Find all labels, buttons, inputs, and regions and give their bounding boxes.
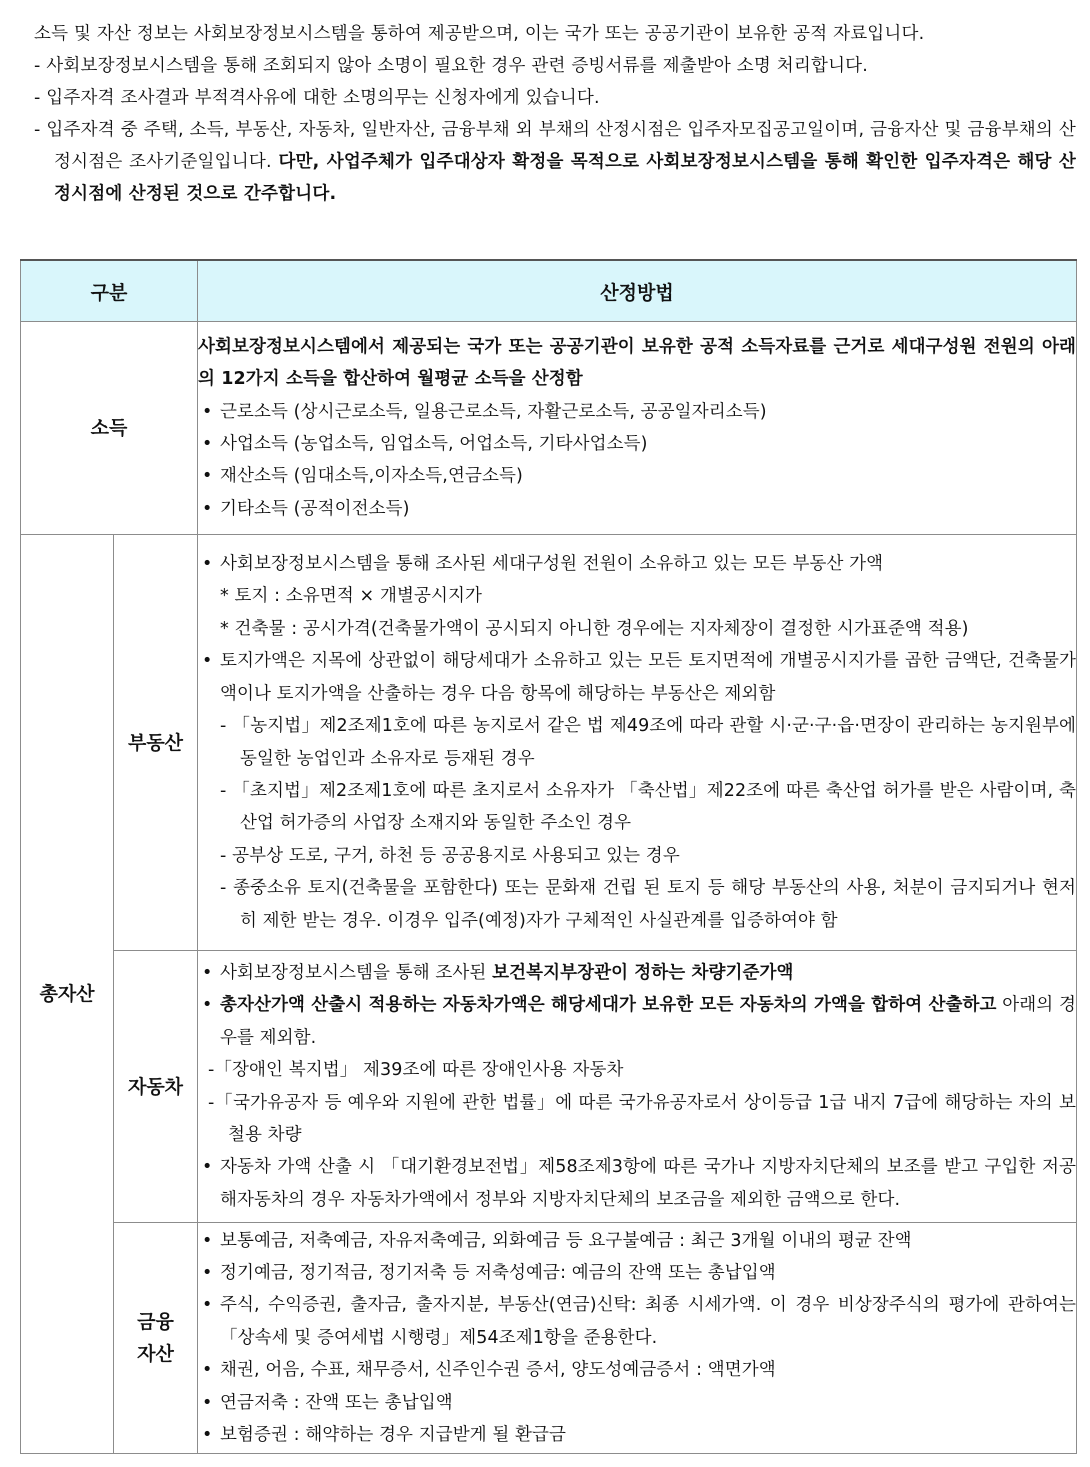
financial-label-line: 금융	[137, 1311, 174, 1333]
intro-notes	[20, 18, 1076, 210]
income-label: 소득	[21, 322, 198, 535]
car-bold-text: 보건복지부장관이 정하는 차량기준가액	[492, 962, 794, 983]
car-bold-text: 총자산가액 산출시 적용하는 자동차가액은 해당세대가 보유한 모든 자동차의 가액을 합하여 산출하고	[220, 995, 997, 1016]
car-label: 자동차	[114, 951, 198, 1223]
intro-paragraph	[20, 114, 1076, 210]
realestate-exclusion: - 종중소유 토지(건축물을 포함한다) 또는 문화재 건립 된 토지 등 해당 부동산의 사용, 처분이 금지되거나 현저히 제한 받는 경우. 이경우 입주(예정)자가 구체적인 사실관계를 입증하여야 함	[220, 878, 1076, 931]
realestate-label: 부동산	[114, 535, 198, 951]
realestate-method	[198, 535, 1077, 951]
financial-item: • 주식, 수익증권, 출자금, 출자지분, 부동산(연금)신탁: 최종 시세가액. 이 경우 비상장주식의 평가에 관하여는「상속세 및 증여세법 시행령」제54조제1항을 준용한다.	[198, 1289, 1076, 1354]
car-exclusion: -「장애인 복지법」 제39조에 따른 장애인사용 자동차	[208, 1060, 624, 1081]
income-item: • 기타소득 (공적이전소득)	[198, 493, 1076, 525]
header-method: 산정방법	[198, 260, 1077, 322]
intro-paragraph: 소득 및 자산 정보는 사회보장정보시스템을 통하여 제공받으며, 이는 국가 또는 공공기관이 보유한 공적 자료입니다.	[34, 24, 925, 44]
realestate-note: * 건축물 : 공시가격(건축물가액이 공시되지 아니한 경우에는 지자체장이 결정한 시가표준액 적용)	[220, 618, 969, 639]
header-category: 구분	[21, 260, 198, 322]
car-bullet	[198, 957, 1076, 989]
realestate-bullet: • 토지가액은 지목에 상관없이 해당세대가 소유하고 있는 모든 토지면적에 개별공시지가를 곱한 금액단, 건축물가액이나 토지가액을 산출하는 경우 다음 항목에 해당하는 부동산은 제외함	[198, 645, 1076, 710]
car-method	[198, 951, 1077, 1223]
realestate-exclusion: - 「농지법」제2조제1호에 따른 농지로서 같은 법 제49조에 따라 관할 시·군·구·읍·면장이 관리하는 농지원부에 동일한 농업인과 소유자로 등재된 경우	[220, 716, 1076, 769]
income-description: 사회보장정보시스템에서 제공되는 국가 또는 공공기관이 보유한 공적 소득자료를 근거로 세대구성원 전원의 아래의 12가지 소득을 합산하여 월평균 소득을 산정함	[198, 336, 1076, 390]
financial-method	[198, 1223, 1077, 1454]
financial-item: • 보통예금, 저축예금, 자유저축예금, 외화예금 등 요구불예금 : 최근 3개월 이내의 평균 잔액	[198, 1225, 1076, 1257]
realestate-row	[21, 535, 1077, 951]
income-item: • 재산소득 (임대소득,이자소득,연금소득)	[198, 460, 1076, 492]
financial-label	[114, 1223, 198, 1454]
car-text: 아래의 경우를 제외함.	[220, 995, 1076, 1048]
realestate-exclusion: - 「초지법」제2조제1호에 따른 초지로서 소유자가 「축산법」제22조에 따른 축산업 허가를 받은 사람이며, 축산업 허가증의 사업장 소재지와 동일한 주소인 경우	[220, 780, 1076, 834]
car-bullet	[198, 989, 1076, 1054]
income-item: • 근로소득 (상시근로소득, 일용근로소득, 자활근로소득, 공공일자리소득)	[198, 396, 1076, 428]
financial-item: • 채권, 어음, 수표, 채무증서, 신주인수권 증서, 양도성예금증서 : 액면가액	[198, 1354, 1076, 1386]
financial-item: • 정기예금, 정기적금, 정기저축 등 저축성예금: 예금의 잔액 또는 총납입액	[198, 1257, 1076, 1289]
total-assets-label: 총자산	[21, 535, 114, 1454]
financial-item: • 보험증권 : 해약하는 경우 지급받게 될 환급금	[198, 1419, 1076, 1451]
car-bullet: • 자동차 가액 산출 시 「대기환경보전법」제58조제3항에 따른 국가나 지방자치단체의 보조를 받고 구입한 저공해자동차의 경우 자동차가액에서 정부와 지방자치단체의 보조금을 제외한 금액으로 한다.	[198, 1151, 1076, 1216]
financial-label-line: 자산	[137, 1343, 174, 1365]
car-row	[21, 951, 1077, 1223]
realestate-note: * 토지 : 소유면적 × 개별공시지가	[220, 586, 482, 607]
financial-item: • 연금저축 : 잔액 또는 총납입액	[198, 1387, 1076, 1419]
asset-calculation-table	[20, 259, 1077, 1454]
realestate-exclusion: - 공부상 도로, 구거, 하천 등 공공용지로 사용되고 있는 경우	[220, 845, 680, 866]
realestate-bullet: • 사회보장정보시스템을 통해 조사된 세대구성원 전원이 소유하고 있는 모든 부동산 가액	[198, 548, 1076, 580]
intro-bold-text: 다만, 사업주체가 입주대상자 확정을 목적으로 사회보장정보시스템을 통해 확인한 입주자격은 해당 산정시점에 산정된 것으로 간주합니다.	[54, 152, 1076, 204]
intro-paragraph: - 입주자격 조사결과 부적격사유에 대한 소명의무는 신청자에게 있습니다.	[34, 88, 600, 108]
intro-paragraph: - 사회보장정보시스템을 통해 조회되지 않아 소명이 필요한 경우 관련 증빙서류를 제출받아 소명 처리합니다.	[34, 56, 869, 76]
car-exclusion: -「국가유공자 등 예우와 지원에 관한 법률」에 따른 국가유공자로서 상이등급 1급 내지 7급에 해당하는 자의 보철용 차량	[208, 1092, 1076, 1145]
financial-row	[21, 1223, 1077, 1454]
income-method	[198, 322, 1077, 535]
table-header-row	[21, 260, 1077, 322]
income-row	[21, 322, 1077, 535]
intro-text: - 입주자격 중 주택, 소득, 부동산, 자동차, 일반자산, 금융부채 외 부채의 산정시점은 입주자모집공고일이며, 금융자산 및 금융부채의 산정시점은 조사기준일입니다.	[34, 120, 1076, 172]
car-text: 사회보장정보시스템을 통해 조사된	[220, 962, 493, 983]
income-item: • 사업소득 (농업소득, 임업소득, 어업소득, 기타사업소득)	[198, 428, 1076, 460]
